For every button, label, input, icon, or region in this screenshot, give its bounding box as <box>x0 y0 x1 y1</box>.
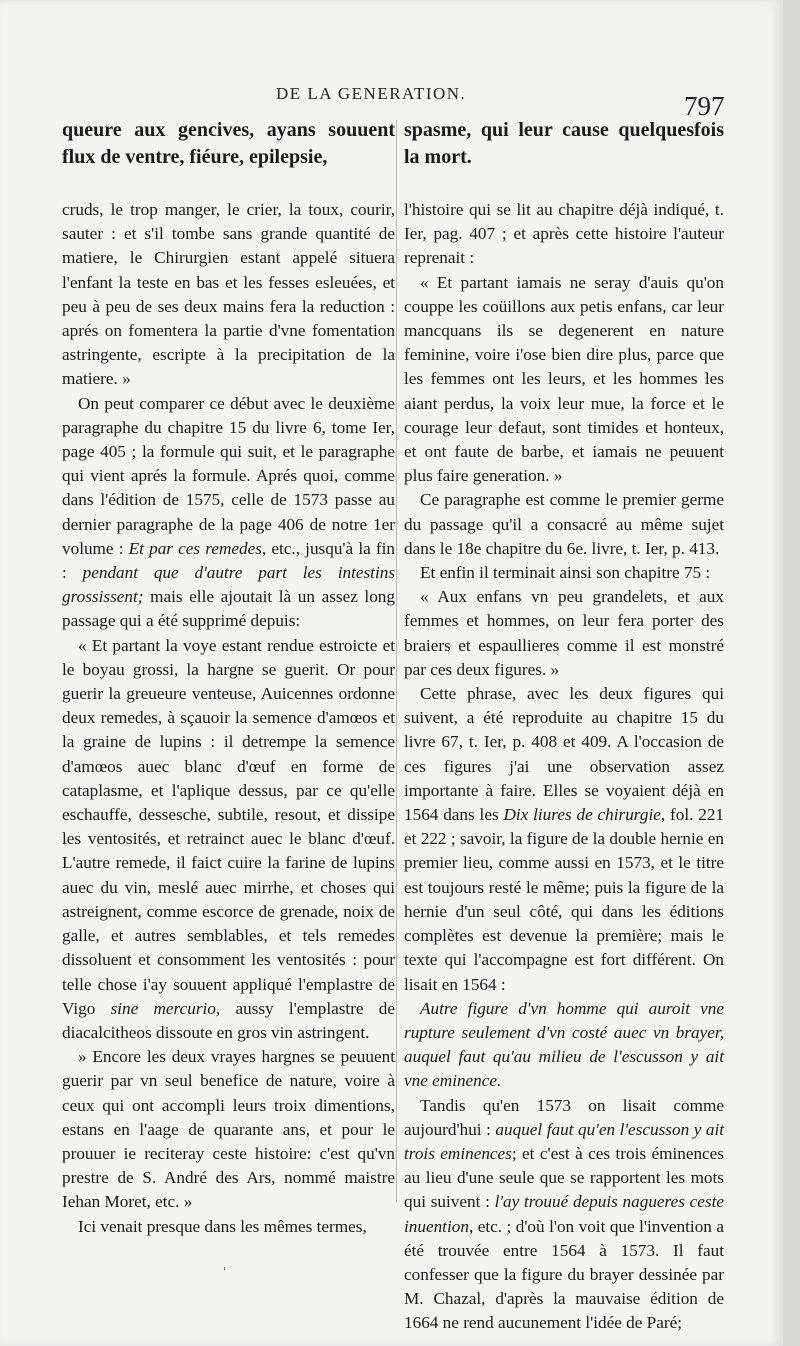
paragraph: cruds, le trop manger, le crier, la toux, courir, sauter : et s'il tombe sans grande quantité de matiere, le Chirurgien estant appelé situera l'enfant la teste en bas et les fesses esleuées, et peu à peu de ses deux mains fera la reduction : aprés on fomentera la partie d'vne fomentation astringente, escripte à la precipitation de la matiere. » <box>62 200 395 389</box>
footer-mark: ' <box>223 1265 227 1279</box>
text-run: , etc. ; d'où l'on voit que l'invention a été trouvée entre 1564 à 1573. Il faut confesser que la figure du brayer dessinée par M. Chazal, d'après la mauvaise édition de 1664 ne rend aucunement l'idée de Paré; <box>404 1216 724 1333</box>
text-run: fol. 221 et 222 ; savoir, la figure de la double hernie en premier lieu, comme aussi en 1573, et le titre est toujours resté le même; puis la figure de la hernie d'un seul côté, qui dans les éditions complètes est devenue la première; mais le texte qui l'accompagne est fort différent. On lisait en 1564 : <box>404 805 725 994</box>
italic-quotation: Autre figure d'vn homme qui auroit vne rupture seulement d'vn costé auec vn brayer, auquel faut qu'au milieu de l'escusson y ait vne eminence. <box>404 998 724 1091</box>
left-column <box>62 117 395 1239</box>
paragraph: « Aux enfans vn peu grandelets, et aux femmes et hommes, on leur fera porter des braiers et espaullieres comme il est monstré par ces deux figures. » <box>404 587 724 679</box>
italic-run: sine mercurio, <box>110 998 221 1018</box>
paragraph <box>62 392 395 634</box>
italic-run: Dix liures de chirurgie, <box>503 805 666 825</box>
paragraph <box>404 682 724 997</box>
text-run: « Et partant la voye estant rendue estroicte et le boyau grossi, la hargne se guerit. Or pour guerir la greueure venteuse, Auicennes ordonne deux remedes, à sçauoir la semence d'amœos et la graine de lupins : il detrempe la semence d'amœos auec blanc d'œuf en forme de cataplasme, et l'aplique dessus, par ce qu'elle eschauffe, dessesche, subtile, resout, et dissipe les ventosités, et retrainct auec le blanc d'œuf. L'autre remede, il faict cuire la farine de lupins auec du vin, meslé auec mirrhe, et choses qui astreignent, comme escorce de grenade, noix de galle, et autres semblables, et tels remedes dissoluent et consomment les ventosités : pour telle chose i'ay souuent appliqué l'emplastre de Vigo <box>62 635 395 1018</box>
paragraph <box>404 1094 724 1336</box>
left-carryover-text: queure aux gencives, ayans souuent flux de ventre, fiéure, epilepsie, <box>62 119 395 168</box>
text-run: Cette phrase, avec les deux figures qui suivent, a été reproduite au chapitre 15 du livre 67, t. Ier, p. 408 et 409. A l'occasion de ces figures j'ai une observation assez importante à faire. Elles se voyaient déjà en 1564 dans les <box>404 684 724 825</box>
column-divider <box>396 120 397 1202</box>
italic-run: l'ay trouué depuis nagueres ceste inuention <box>404 1192 724 1236</box>
text-run: Tandis qu'en 1573 on lisait comme aujourd'hui : <box>404 1095 724 1139</box>
paragraph: Et enfin il terminait ainsi son chapitre 75 : <box>420 563 711 583</box>
italic-run: auquel faut qu'en l'escusson y ait trois eminences <box>404 1119 724 1163</box>
paragraph <box>62 634 395 1045</box>
page-number: 797 <box>684 91 725 121</box>
right-column <box>404 117 724 1336</box>
spacer <box>404 171 724 198</box>
text-run: mais elle ajoutait là un assez long passage qui a été supprimé depuis: <box>62 587 395 631</box>
italic-run: Et par ces remedes <box>128 538 262 558</box>
paragraph: » Encore les deux vrayes hargnes se peuuent guerir par vn seul benefice de nature, voire à ceux qui ont accompli leurs troix dimentions, estans en l'aage de quarante ans, et pour le prouuer ie reciteray ceste histoire: c'est qu'vn prestre de S. André des Ars, nommé maistre Iehan Moret, etc. » <box>62 1047 395 1212</box>
right-carryover-text: spasme, qui leur cause quelquesfois la mort. <box>404 119 724 168</box>
text-run: ; et c'est à ces trois éminences au lieu d'une seule que se rapportent les mots qui suivent : <box>404 1143 724 1212</box>
text-run: On peut comparer ce début avec le deuxième paragraphe du chapitre 15 du livre 6, tome Ier, page 405 ; la formule qui suit, et le paragraphe qui vient aprés la formule. Aprés quoi, comme dans l'édition de 1575, celle de 1573 passe au dernier paragraphe de la page 406 de notre 1er volume : <box>62 393 395 558</box>
text-run: , etc., jusqu'à la fin : <box>62 538 395 583</box>
paragraph: Ici venait presque dans les mêmes termes, <box>78 1216 367 1236</box>
italic-run: pendant que d'autre part les intestins grossissent; <box>62 563 396 607</box>
text-run: aussy l'emplastre de diacalcitheos dissoute en gros vin astringent. <box>62 998 396 1042</box>
spacer <box>62 171 395 198</box>
running-header: DE LA GENERATION. <box>276 84 467 103</box>
paragraph: « Et partant iamais ne seray d'auis qu'on couppe les coüillons aux petis enfans, car leur mancquans ils se degenerent en nature feminine, voire i'ose bien dire plus, parce que les femmes ont les leurs, et les hommes les aiant perdus, la voix leur mue, la force et le courage leur defaut, sont timides et honteux, et ont faute de barbe, et iamais ne peuuent plus faire generation. » <box>404 272 724 486</box>
paragraph: Ce paragraphe est comme le premier germe du passage qu'il a consacré au même sujet dans le 18e chapitre du 6e. livre, t. Ier, p. 413. <box>404 490 724 558</box>
paragraph: l'histoire qui se lit au chapitre déjà indiqué, t. Ier, pag. 407 ; et après cette histoire l'auteur reprenait : <box>404 200 724 268</box>
